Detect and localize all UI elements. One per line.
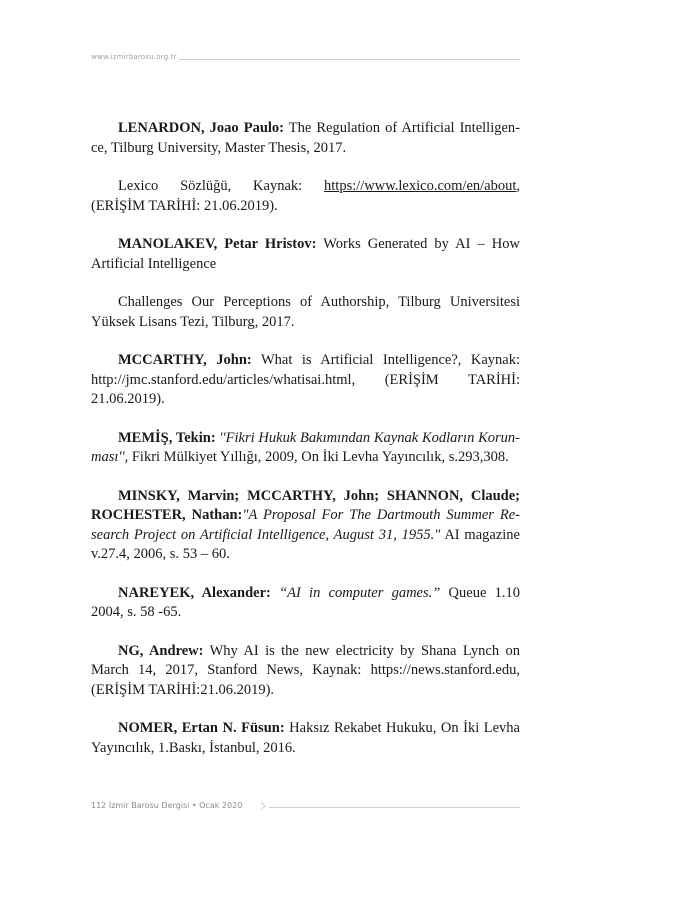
entry-author: MCCARTHY, John: [118,352,252,368]
bibliography-entry-nomer [91,719,520,758]
entry-text: AI magazine v.27.4, 2006, s. 53 – 60. [91,526,520,562]
entry-author: NAREYEK, Alexander: [118,584,271,601]
bibliography-list [91,119,520,777]
bibliography-entry-ng [91,642,520,701]
entry-text: Lexico Sözlüğü, Kaynak: [118,178,325,194]
entry-author: MINSKY, Marvin; MCCARTHY, John; SHANNON, Claude; ROCHESTER, Nathan: [91,487,520,523]
entry-author: NOMER, Ertan N. Füsun: [118,720,285,736]
issue-date: Ocak 2020 [199,801,243,810]
bibliography-entry-nareyek [91,584,520,623]
entry-text: Queue 1.10 2004, s. 58 -65. [91,584,520,620]
bibliography-entry-memis [91,429,520,468]
running-footer [91,801,520,815]
entry-title: ''Fikri Hukuk Bakımından Kaynak Kodların Korun-ması'', [91,429,520,465]
bibliography-entry-manolakev [91,235,520,274]
entry-text: Works Generated by AI – How Artificial Intelligence [91,236,520,272]
entry-author: LENARDON, Joao Paulo: [118,120,284,136]
entry-author: MEMİŞ, Tekin: [118,429,216,446]
entry-author: MANOLAKEV, Petar Hristov: [118,236,317,252]
header-rule [179,59,520,60]
entry-title: "A Proposal For The Dartmouth Summer Re-search Project on Artificial Intelligence, August 31, 1955." [91,507,520,543]
journal-name: İzmir Barosu Dergisi [108,801,190,810]
entry-text: Challenges Our Perceptions of Authorship, Tilburg Universitesi Yüksek Lisans Tezi, Tilburg, 2017. [91,294,520,330]
running-header [91,53,520,67]
entry-text: Haksız Rekabet Hukuku, On İki Levha Yayıncılık, 1.Baskı, İstanbul, 2016. [91,720,520,756]
entry-author: NG, Andrew: [118,642,204,659]
bibliography-entry-manolakev-continued [91,293,520,332]
entry-title: “AI in computer games.” [270,584,441,601]
bibliography-entry-lexico [91,177,520,216]
page-number: 112 [91,801,107,810]
entry-text: The Regulation of Artificial Intelligen-ce, Tilburg University, Master Thesis, 2017. [91,120,520,156]
entry-text: , (ERİŞİM TARİHİ: 21.06.2019). [91,178,520,214]
footer-text: 112 İzmir Barosu Dergisi • Ocak 2020 [91,801,243,810]
bibliography-entry-lenardon [91,119,520,158]
header-url: www.izmirbarosu.org.tr [91,53,177,61]
entry-text: Why AI is the new electricity by Shana Lynch on March 14, 2017, Stanford News, Kaynak: https://news.stanford.edu, (ERİŞİM TARİHİ:21.06.2019). [91,642,520,698]
entry-text: Fikri Mülkiyet Yıllığı, 2009, On İki Levha Yayıncılık, s.293,308. [128,449,509,465]
lexico-link[interactable]: https://www.lexico.com/en/about [324,178,517,194]
footer-ornament-icon [261,802,269,810]
entry-text: What is Artificial Intelligence?, Kaynak: http://jmc.stanford.edu/articles/whatisai.html, (ERİŞİM TARİHİ: 21.06.2019). [91,352,520,407]
bibliography-entry-minsky [91,487,520,565]
bibliography-entry-mccarthy [91,351,520,410]
